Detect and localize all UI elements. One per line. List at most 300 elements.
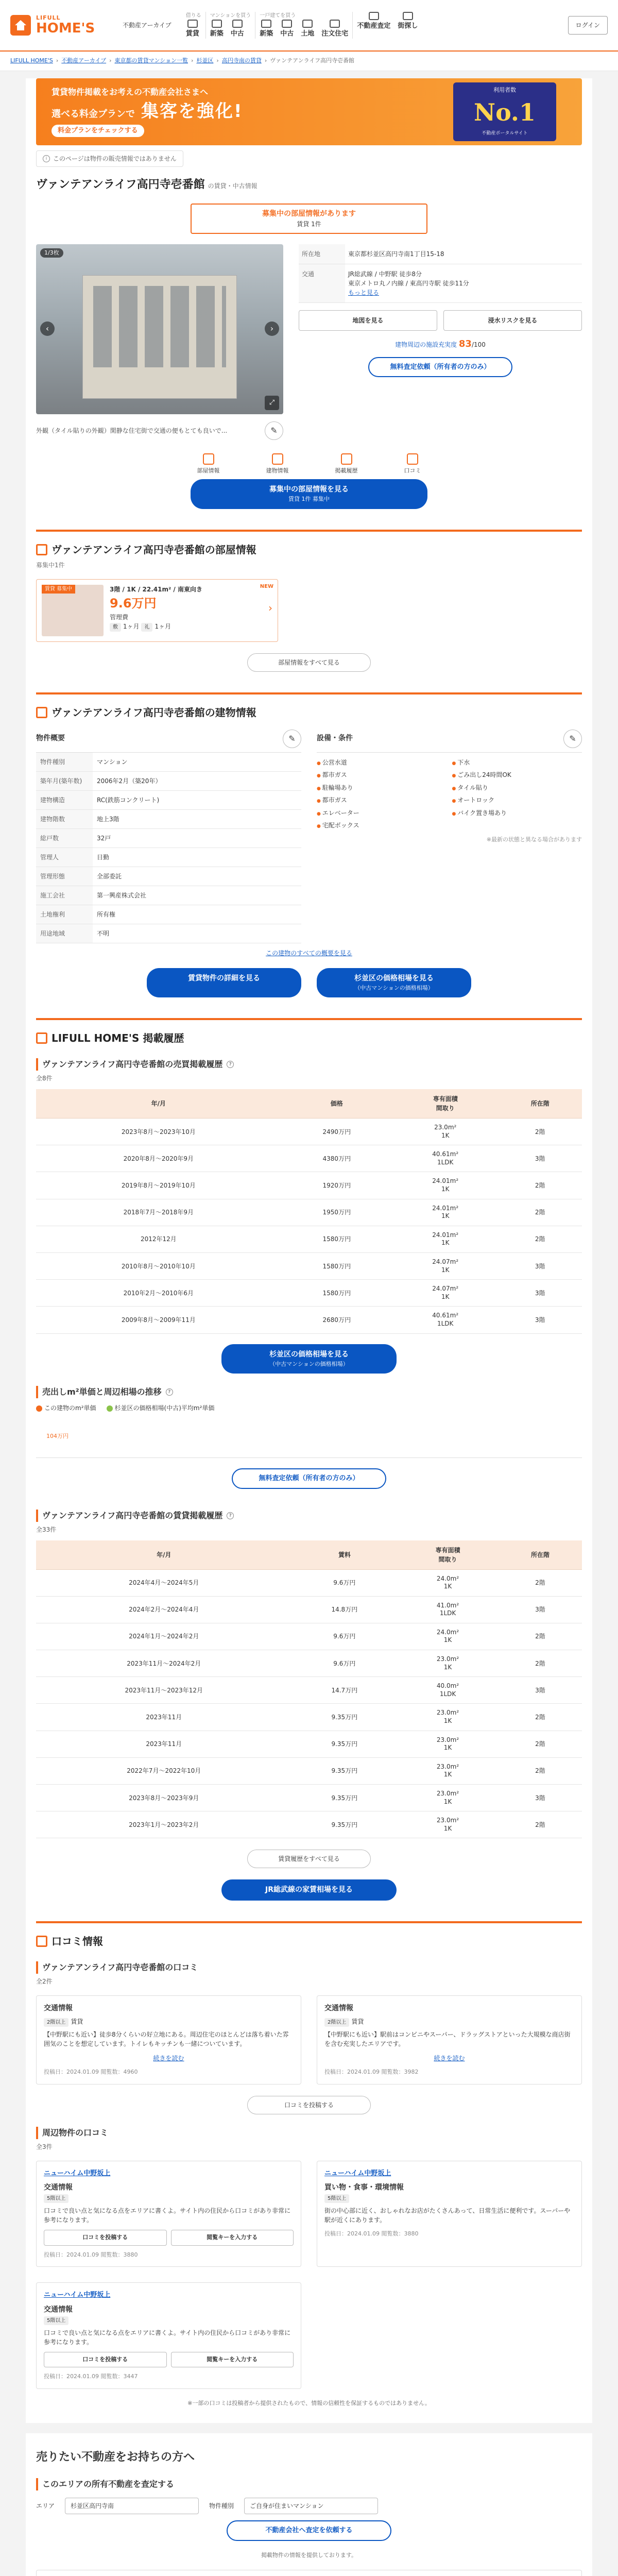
review-badge: 2階以上 <box>324 2018 349 2027</box>
building-image <box>82 275 237 399</box>
quick-link-label: 部屋情報 <box>197 467 220 474</box>
nearby-reviews-title: 周辺物件の口コミ <box>42 2127 109 2138</box>
outline-heading: 物件概要 <box>36 734 65 742</box>
nearby-post-button[interactable]: 口コミを投稿する <box>44 2230 167 2246</box>
nav-item-label: 新築 <box>260 29 273 38</box>
spec-row <box>36 924 301 943</box>
table-header: 所在階 <box>498 1089 582 1118</box>
breadcrumb-separator: › <box>109 57 112 64</box>
nav-item-label: 中古 <box>230 29 244 38</box>
quick-link-label: 建物情報 <box>266 467 289 474</box>
listing-card[interactable]: 賃貸 募集中 3階 / 1K / 22.41m² / 南東向き 9.6万円 管理費 敷 1ヶ月 礼 1ヶ月 NEW › <box>36 579 278 642</box>
badge-number: No.1 <box>474 98 536 126</box>
nav-item-label: 賃貸 <box>185 29 199 38</box>
review-who: 賃貸 <box>71 2018 83 2026</box>
nearby-cards <box>36 2161 582 2389</box>
table-cell: 4380万円 <box>281 1145 392 1172</box>
valuation-button-2[interactable]: 無料査定依頼（所有者の方のみ） <box>232 1468 386 1489</box>
reviews-heading <box>36 1961 582 1974</box>
table-row <box>36 1118 582 1145</box>
nearby-review-category: 交通情報 <box>44 2305 73 2314</box>
table-row <box>36 1650 582 1677</box>
all-rent-history-button[interactable]: 賃貸履歴をすべて見る <box>247 1850 371 1868</box>
table-cell: 3階 <box>498 1280 582 1307</box>
history-title-text: LIFULL HOME'S 掲載履歴 <box>52 1032 184 1044</box>
nav-item-label: 街探し <box>398 22 418 30</box>
review-icon <box>36 1936 47 1947</box>
chart-heading <box>36 1386 582 1398</box>
nav-group <box>352 12 422 39</box>
zoom-icon[interactable]: ⤢ <box>265 396 279 410</box>
table-header: 年/月 <box>36 1540 292 1570</box>
nearby-review-text: 口コミで良い点と気になる点をエリアに書くよ。サイト内の住民から口コミがあり非常に参考になります。 <box>44 2329 291 2346</box>
table-row <box>36 1280 582 1307</box>
next-arrow-icon[interactable]: › <box>265 321 279 336</box>
spec-value: マンション <box>93 753 301 772</box>
spec-key: 物件種別 <box>36 753 93 772</box>
score-label[interactable]: 建物周辺の施設充実度 <box>395 341 457 348</box>
table-header: 賃料 <box>292 1540 398 1570</box>
recruit-line2: 賃貸 1件 <box>297 220 321 228</box>
banner-line3: 選べる料金プランで <box>52 109 135 120</box>
spec-key: 施工会社 <box>36 886 93 905</box>
table-cell: 9.35万円 <box>292 1785 398 1811</box>
nav-group-caption: 借りる <box>185 12 201 19</box>
table-cell: 9.35万円 <box>292 1731 398 1757</box>
nav-item-label: 不動産査定 <box>357 22 391 30</box>
fact-value-access: JR総武線 / 中野駅 徒歩8分 東京メトロ丸ノ内線 / 東高円寺駅 徒歩11分 <box>348 270 469 287</box>
table-cell: 2023年11月 <box>36 1704 292 1731</box>
site-logo[interactable] <box>10 15 118 36</box>
listing-dir: 南東向き <box>177 585 202 593</box>
equip-item: ● 都市ガス <box>317 770 447 780</box>
table-header: 年/月 <box>36 1089 281 1118</box>
building-title-text: ヴァンテアンライフ高円寺壱番館の建物情報 <box>52 706 256 719</box>
main-content <box>26 78 592 2424</box>
table-cell: 2023年8月〜2023年9月 <box>36 1785 292 1811</box>
spec-key: 用途地域 <box>36 924 93 943</box>
badge-caption: 利用者数 <box>493 87 516 93</box>
spec-row <box>36 790 301 809</box>
fact-key-address: 所在地 <box>299 244 345 264</box>
nav-item-icon <box>212 20 222 28</box>
nearby-review-text: 街の中心部に近く、おしゃれなお店がたくさんあって、日常生活に便利です。スーパーや駅が近くにあります。 <box>324 2207 571 2224</box>
nav-group <box>205 12 255 39</box>
sell-sub <box>36 2478 582 2490</box>
prev-arrow-icon[interactable]: ‹ <box>40 321 55 336</box>
nav-item-icon <box>369 12 379 20</box>
nav-item-icon <box>232 20 243 28</box>
review-meta: 投稿日：2024.01.09 閲覧数：3982 <box>324 2069 419 2076</box>
all-rooms-button[interactable]: 部屋情報をすべて見る <box>247 653 371 672</box>
review-text: 【中野駅にも近い】徒歩8分くらいの好立地にある。周辺住宅のほとんどは落ち着いた雰囲気のことを想定しています。トイレもキッチンも一緒についています。 <box>44 2031 289 2048</box>
spec-table <box>36 753 301 943</box>
nav-group-caption: マンションを買う <box>210 12 251 19</box>
spec-value: 32戸 <box>93 828 301 848</box>
spec-value: 地上3階 <box>93 809 301 828</box>
promo-banner[interactable] <box>36 78 582 145</box>
nav-item[interactable] <box>231 20 244 39</box>
contents-box <box>36 2570 582 2576</box>
nav-item-label: 新築 <box>210 29 224 38</box>
nav-item-icon <box>187 20 198 28</box>
spec-value: 不明 <box>93 924 301 943</box>
nav-item[interactable] <box>398 12 418 31</box>
listing-layout: 1K <box>127 585 136 593</box>
review-more-link[interactable]: 続きを読む <box>434 2055 465 2062</box>
table-row <box>36 1226 582 1252</box>
edit-equip-icon[interactable]: ✎ <box>563 730 582 748</box>
photo-count: 1/3枚 <box>40 248 63 258</box>
table-cell: 9.6万円 <box>292 1569 398 1596</box>
table-cell: 23.0m² 1K <box>397 1811 499 1838</box>
table-row <box>36 1569 582 1596</box>
table-cell: 24.01m² 1K <box>392 1199 499 1226</box>
price-market-sub: （中古マンションの価格相場） <box>354 984 434 991</box>
table-cell: 2019年8月〜2019年10月 <box>36 1172 281 1199</box>
sell-note: 掲載物件の情報を提供しております。 <box>261 2551 357 2558</box>
table-cell: 14.7万円 <box>292 1677 398 1704</box>
nearby-property-link[interactable]: ニューハイム中野坂上 <box>44 2169 111 2177</box>
nearby-review-text: 口コミで良い点と気になる点をエリアに書くよ。サイト内の住民から口コミがあり非常に参考になります。 <box>44 2207 291 2224</box>
floorplan-thumb <box>42 585 104 636</box>
breadcrumb-separator: › <box>56 57 59 64</box>
equip-item: ● オートロック <box>452 795 582 805</box>
table-cell: 3階 <box>499 1785 582 1811</box>
table-cell: 23.0m² 1K <box>397 1704 499 1731</box>
table-row <box>36 1307 582 1333</box>
table-cell: 2012年12月 <box>36 1226 281 1252</box>
chart-value: 104万円 <box>46 1433 68 1439</box>
breadcrumb-item[interactable]: 高円寺南の賃貸 <box>221 57 262 64</box>
table-row <box>36 1757 582 1784</box>
sale-history-title: ヴァンテアンライフ高円寺壱番館の売買掲載履歴 <box>42 1059 223 1069</box>
global-nav <box>182 12 568 39</box>
spec-value: 日勤 <box>93 848 301 867</box>
spec-row <box>36 848 301 867</box>
table-cell: 2022年7月〜2022年10月 <box>36 1757 292 1784</box>
nav-item[interactable] <box>186 20 199 39</box>
reviews-footer-note: ※一部の口コミは投稿者から提供されたもので、情報の信頼性を保証するものではありません。 <box>187 2399 431 2406</box>
nav-item[interactable] <box>301 20 314 39</box>
table-row <box>36 1677 582 1704</box>
spec-key: 築年月(築年数) <box>36 771 93 790</box>
review-card <box>317 1995 582 2084</box>
recruit-line1: 募集中の部屋情報があります <box>262 209 356 218</box>
table-row <box>36 1704 582 1731</box>
sell-section <box>26 2433 592 2576</box>
nearby-property-link[interactable]: ニューハイム中野坂上 <box>324 2169 391 2177</box>
review-card <box>36 1995 301 2084</box>
nav-item-icon <box>302 20 313 28</box>
table-cell: 2階 <box>499 1731 582 1757</box>
sell-sub-text: このエリアの所有不動産を査定する <box>42 2479 175 2489</box>
nav-item[interactable] <box>260 20 273 39</box>
banner-line2: 集客を強化! <box>141 101 243 122</box>
listing-area: 22.41m² <box>142 585 171 593</box>
table-cell: 2010年2月〜2010年6月 <box>36 1280 281 1307</box>
table-cell: 3階 <box>498 1145 582 1172</box>
table-cell: 2680万円 <box>281 1307 392 1333</box>
table-cell: 40.61m² 1LDK <box>392 1307 499 1333</box>
nearby-post-button[interactable]: 口コミを投稿する <box>44 2352 167 2368</box>
info-icon: i <box>43 155 50 162</box>
equip-heading: 設備・条件 <box>317 734 353 742</box>
map-button[interactable]: 地図を見る <box>299 310 437 331</box>
login-button[interactable]: ログイン <box>568 16 608 35</box>
table-header: 所在階 <box>499 1540 582 1570</box>
table-header: 専有面積 間取り <box>397 1540 499 1570</box>
table-cell: 2階 <box>499 1757 582 1784</box>
valuation-button[interactable]: 無料査定依頼（所有者の方のみ） <box>368 357 512 378</box>
review-text: 【中野駅にも近い】駅前はコンビニやスーパー、ドラッグストアといった大規模な商店街を含む充実したエリアです。 <box>324 2031 571 2048</box>
history-icon <box>36 1032 47 1044</box>
quick-link[interactable] <box>197 453 220 476</box>
listing-deposit: 1ヶ月 <box>123 622 140 630</box>
table-cell: 2階 <box>499 1704 582 1731</box>
table-row <box>36 1596 582 1623</box>
equip-item: ● ごみ出し24時間OK <box>452 770 582 780</box>
history-section-title <box>36 1018 582 1046</box>
listing-key: 1ヶ月 <box>154 622 171 630</box>
banner-line1: 賃貸物件掲載をお考えの不動産会社さまへ <box>52 87 209 97</box>
sale-market-button[interactable] <box>221 1344 397 1374</box>
banner-cta[interactable]: 料金プランをチェックする <box>52 125 144 137</box>
table-cell: 3階 <box>498 1252 582 1279</box>
table-row <box>36 1145 582 1172</box>
equip-item: ● バイク置き場あり <box>452 808 582 818</box>
table-cell: 9.35万円 <box>292 1811 398 1838</box>
table-row <box>36 1785 582 1811</box>
breadcrumb-separator: › <box>191 57 194 64</box>
breadcrumb-item[interactable]: 不動産アーカイブ <box>61 57 107 64</box>
nav-item-label: 中古 <box>280 29 294 38</box>
score-unit: /100 <box>471 341 486 348</box>
house-icon <box>36 544 47 555</box>
equip-note: ※最新の状態と異なる場合があります <box>486 836 582 843</box>
archive-label: 不動産アーカイブ <box>123 22 171 29</box>
nav-item[interactable] <box>321 20 348 39</box>
facts-panel <box>299 244 582 440</box>
nav-item[interactable] <box>357 12 390 31</box>
table-cell: 2020年8月〜2020年9月 <box>36 1145 281 1172</box>
breadcrumb-item[interactable]: 杉並区 <box>196 57 214 64</box>
spec-key: 建物構造 <box>36 790 93 809</box>
nearby-review-category: 買い物・食事・環境情報 <box>324 2183 404 2192</box>
spec-value: RC(鉄筋コンクリート) <box>93 790 301 809</box>
rent-help-icon[interactable]: ? <box>227 1512 234 1519</box>
table-cell: 2階 <box>499 1569 582 1596</box>
table-cell: 24.01m² 1K <box>392 1226 499 1252</box>
table-row <box>36 1623 582 1650</box>
sale-count: 全8件 <box>36 1075 53 1082</box>
table-row <box>36 1731 582 1757</box>
table-cell: 24.0m² 1K <box>397 1623 499 1650</box>
building-icon <box>36 707 47 718</box>
review-who: 賃貸 <box>351 2018 364 2026</box>
spec-row <box>36 771 301 790</box>
quick-link-icon <box>203 453 214 465</box>
logo-main: HOME'S <box>36 20 95 36</box>
table-cell: 9.6万円 <box>292 1650 398 1677</box>
access-more-link[interactable]: もっと見る <box>348 289 380 296</box>
table-cell: 2023年8月〜2023年10月 <box>36 1118 281 1145</box>
rental-detail-button[interactable]: 賃貸物件の詳細を見る <box>147 968 301 998</box>
review-category: 交通情報 <box>44 2004 73 2013</box>
quick-link[interactable] <box>404 453 421 476</box>
table-cell: 2010年8月〜2010年10月 <box>36 1252 281 1279</box>
legend-area-label: 杉並区の価格相場(中古)平均m²単価 <box>114 1404 215 1412</box>
house-logo-icon <box>10 15 31 36</box>
type-label: 物件種別 <box>209 2502 234 2510</box>
reviews-title-text: 口コミ情報 <box>52 1935 103 1948</box>
fact-key-access: 交通 <box>299 264 345 302</box>
sell-form <box>36 2498 582 2514</box>
view-rooms-label: 募集中の部屋情報を見る <box>269 485 349 494</box>
facility-score <box>299 337 582 351</box>
rooms-count: 募集中1件 <box>36 561 65 569</box>
table-cell: 2階 <box>499 1623 582 1650</box>
nearby-key-button[interactable]: 閲覧キーを入力する <box>171 2352 294 2368</box>
table-cell: 2024年2月〜2024年4月 <box>36 1596 292 1623</box>
spec-row <box>36 809 301 828</box>
table-cell: 2階 <box>498 1226 582 1252</box>
nearby-reviews-heading <box>36 2127 582 2139</box>
nearby-property-link[interactable]: ニューハイム中野坂上 <box>44 2291 111 2299</box>
spec-value: 所有権 <box>93 905 301 924</box>
sell-request-button[interactable]: 不動産会社へ査定を依頼する <box>227 2520 391 2541</box>
spec-row <box>36 753 301 772</box>
nav-item[interactable] <box>280 20 294 39</box>
area-select[interactable]: 杉並区高円寺南 <box>65 2498 199 2514</box>
sale-history-heading <box>36 1058 582 1071</box>
rent-history-table <box>36 1540 582 1839</box>
table-cell: 23.0m² 1K <box>392 1118 499 1145</box>
nearby-review-category: 交通情報 <box>44 2183 73 2192</box>
nearby-review-badge: 5階以上 <box>324 2194 349 2203</box>
title-sub: の賃貸・中古情報 <box>208 182 258 190</box>
table-cell: 1920万円 <box>281 1172 392 1199</box>
table-cell: 2023年11月 <box>36 1731 292 1757</box>
fact-value-address: 東京都杉並区高円寺南1丁目15-18 <box>345 244 582 264</box>
nav-item-label: 注文住宅 <box>321 29 349 38</box>
breadcrumb-item[interactable]: 東京都の賃貸マンション一覧 <box>114 57 188 64</box>
table-cell: 23.0m² 1K <box>397 1650 499 1677</box>
breadcrumb-item[interactable]: LIFULL HOME'S <box>10 57 53 64</box>
nav-item-icon <box>403 12 413 20</box>
review-more-link[interactable]: 続きを読む <box>153 2055 184 2062</box>
table-cell: 1580万円 <box>281 1226 392 1252</box>
nav-group-caption: 一戸建てを買う <box>260 12 296 19</box>
listing-fee: 管理費 <box>110 613 129 621</box>
table-cell: 41.0m² 1LDK <box>397 1596 499 1623</box>
reviews-count: 全2件 <box>36 1978 53 1986</box>
chart-area <box>36 1417 582 1458</box>
legend-area <box>107 1403 215 1413</box>
table-cell: 14.8万円 <box>292 1596 398 1623</box>
table-cell: 2009年8月〜2009年11月 <box>36 1307 281 1333</box>
building-photo[interactable] <box>36 244 283 414</box>
spec-row <box>36 886 301 905</box>
table-header: 価格 <box>281 1089 392 1118</box>
table-cell: 2023年11月〜2024年2月 <box>36 1650 292 1677</box>
table-cell: 1580万円 <box>281 1252 392 1279</box>
table-header-row <box>36 1089 582 1118</box>
table-cell: 3階 <box>499 1596 582 1623</box>
price-market-button[interactable] <box>317 968 471 998</box>
edit-outline-icon[interactable]: ✎ <box>283 730 301 748</box>
table-cell: 2階 <box>499 1811 582 1838</box>
equip-grid <box>317 753 582 831</box>
area-label: エリア <box>36 2502 55 2510</box>
flood-risk-button[interactable]: 浸水リスクを見る <box>443 310 582 331</box>
quick-link-icon <box>407 453 418 465</box>
no1-badge <box>453 82 556 141</box>
all-outline-link[interactable]: この建物のすべての概要を見る <box>266 949 352 957</box>
line-rent-market-button[interactable]: JR総武線の家賃相場を見る <box>221 1879 397 1901</box>
legend-building-label: この建物のm²単価 <box>44 1404 96 1412</box>
table-row <box>36 1252 582 1279</box>
table-cell: 2階 <box>498 1172 582 1199</box>
table-cell: 9.35万円 <box>292 1757 398 1784</box>
spec-key: 土地権利 <box>36 905 93 924</box>
edit-pencil-icon[interactable]: ✎ <box>265 421 283 440</box>
spec-key: 管理人 <box>36 848 93 867</box>
rent-count: 全33件 <box>36 1526 57 1533</box>
equip-item: ● 駐輪場あり <box>317 783 447 793</box>
nearby-review-card <box>36 2282 301 2389</box>
quick-link-label: 掲載履歴 <box>335 467 358 474</box>
recruit-box[interactable] <box>191 204 427 234</box>
post-review-button[interactable]: 口コミを投稿する <box>247 2096 371 2114</box>
quick-link[interactable] <box>266 453 289 476</box>
nearby-key-button[interactable]: 閲覧キーを入力する <box>171 2230 294 2246</box>
quick-link-icon <box>272 453 283 465</box>
equip-item: ● タイル貼り <box>452 783 582 793</box>
view-rooms-button[interactable] <box>191 479 427 509</box>
equip-item: ● 都市ガス <box>317 795 447 805</box>
notice-text: このページは物件の販売情報ではありません <box>53 155 177 162</box>
listing-tag: 賃貸 募集中 <box>42 585 75 594</box>
table-cell: 2024年1月〜2024年2月 <box>36 1623 292 1650</box>
page-title <box>36 176 582 193</box>
spec-row <box>36 905 301 924</box>
badge-sub: 不動産ポータルサイト <box>482 130 528 136</box>
legend-building <box>36 1403 96 1413</box>
nearby-review-meta: 投稿日：2024.01.09 閲覧数：3447 <box>44 2373 138 2380</box>
reviews-sub-title: ヴァンテアンライフ高円寺壱番館の口コミ <box>42 1962 198 1973</box>
price-market-label: 杉並区の価格相場を見る <box>354 974 434 982</box>
rent-history-heading <box>36 1510 582 1522</box>
table-cell: 24.0m² 1K <box>397 1569 499 1596</box>
chart-help-icon[interactable]: ? <box>166 1388 173 1396</box>
equip-item: ● 下水 <box>452 758 582 768</box>
view-rooms-sub: 賃貸 1件 募集中 <box>288 496 330 502</box>
nav-item-label: 土地 <box>301 29 315 38</box>
nearby-reviews-count: 全3件 <box>36 2143 53 2150</box>
type-select[interactable]: ご自身が住まいマンション <box>244 2498 378 2514</box>
equip-item: ● 宅配ボックス <box>317 821 447 831</box>
quick-link[interactable] <box>335 453 358 476</box>
table-cell: 1580万円 <box>281 1280 392 1307</box>
table-header-row <box>36 1540 582 1570</box>
nav-item[interactable] <box>210 20 224 39</box>
score-value: 83 <box>458 338 472 349</box>
review-cards <box>36 1995 582 2084</box>
equip-item: ● 公営水道 <box>317 758 447 768</box>
table-cell: 2階 <box>498 1118 582 1145</box>
help-icon[interactable]: ? <box>227 1061 234 1068</box>
